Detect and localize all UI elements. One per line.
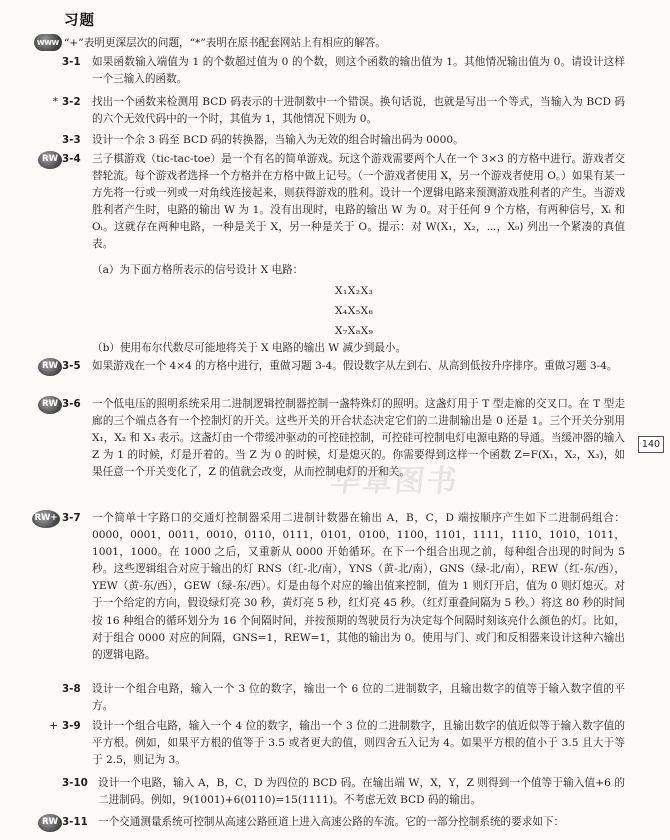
solution-mark: * (52, 96, 58, 108)
page-number: 140 (638, 436, 664, 453)
rw-badge-icon: RW (38, 814, 62, 832)
problem-text: 如果函数输入端值为 1 的个数超过值为 0 的个数，则这个函数的输出值为 1。其他情况输出值为 0。请设计这样一个三输入的函数。 (92, 56, 625, 86)
intro-text: “+”表明更深层次的问题，“*”表明在原书配套网站上有相应的解答。 (64, 37, 386, 49)
problem-3-4-part-a: （a）为下面方格所表示的信号设计 X 电路： (92, 264, 304, 276)
grid-row: X₇X₈X₉ (335, 325, 374, 337)
problem-number: 3-6 (62, 398, 81, 410)
problem-number: 3-4 (62, 153, 81, 165)
rw-badge-icon: RW (38, 151, 62, 169)
problem-number: 3-7 (62, 512, 81, 524)
rw-badge-icon: RW (38, 358, 62, 376)
problem-number: 3-2 (62, 96, 81, 108)
problem-text: 一个简单十字路口的交通灯控制器采用二进制计数器在输出 A，B，C，D 端按顺序产生如下二进制码组合：0000，0001，0011，0010，0110，0111，0101，0100，1100，1101，1111，1110，1010，1011，1001，1000。在 1000 之后，又重新从 0000 开始循环。在下一个组合出现之前，每种组合出现的时间为 5 秒。这些逻辑组合对应于输出的灯 RNS（红-北/南），YNS（黄-北/南），GNS（绿-北/南），REW（红-东/西），YEW（黄-东/西），GEW（绿-东/西）。灯是由每个对应的输出值来控制，值为 1 则灯开启，值为 0 则灯熄灭。对于一个给定的方向，假设绿灯亮 30 秒，黄灯亮 5 秒，红灯亮 45 秒。（红灯重叠间隔为 5 秒。）将这 80 秒的时间按 16 种组合的循环划分为 16 个间隔时间，并按预期的驾驶员行为决定每个间隔时刻该亮什么颜色的灯。比如，对于组合 0000 对应的间隔，GNS=1，REW=1，其他的输出为 0。使用与门、或门和反相器来设计这种六输出的逻辑电路。 (92, 512, 625, 661)
problem-number: 3-10 (62, 777, 88, 789)
www-badge-icon: WWW (34, 34, 62, 51)
problem-text: 设计一个组合电路，输入一个 4 位的数字，输出一个 3 位的二进制数字，且输出数字的值近似等于输入数字值的平方根。例如，如果平方根的值等于 3.5 或者更大的值，则四舍五入记为 4。如果平方根的值小于 3.5 且大于等于 2.5，则记为 3。 (92, 720, 625, 767)
problem-text: 设计一个电路，输入 A，B，C，D 为四位的 BCD 码。在输出端 W，X，Y，Z 则得到一个值等于输入值+6 的二进制码。例如，9(1001)+6(0110)=15(1111)。不考虑无效 BCD 码的输出。 (98, 777, 625, 807)
problem-number: 3-9 (62, 720, 81, 732)
problem-text: 三子棋游戏（tic-tac-toe）是一个有名的简单游戏。玩这个游戏需要两个人在一个 3×3 的方格中进行。游戏者交替轮流。每个游戏者选择一个方格并在方格中做上记号。（一个游戏者使用 X，另一个游戏者使用 O。）如果有某一方先将一行或一列或一对角线连接起来，则获得游戏的胜利。设计一个逻辑电路来预测游戏胜利者的产生。当游戏胜利者产生时，电路的输出 W 为 1。没有出现时，电路的输出 W 为 0。对于任何 9 个方格，有两种信号，Xᵢ 和 Oᵢ。这就存在两种电路，一种是关于 X，另一种是关于 O。提示：对 W(X₁，X₂，⋯，X₉) 列出一个紧凑的真值表。 (92, 153, 625, 251)
problem-number: 3-8 (62, 683, 81, 695)
problem-number: 3-3 (62, 134, 81, 146)
problem-text: 一个交通测量系统可控制从高速公路匝道上进入高速公路的车流。它的一部分控制系统的要求如下： (98, 816, 565, 828)
problem-text: 找出一个函数来检测用 BCD 码表示的十进制数中一个错误。换句话说，也就是写出一个等式，当输入为 BCD 码的六个无效代码中的一个时，其值为 1，其他情况下则为 0。 (92, 96, 625, 126)
intro-note (34, 34, 634, 52)
problem-number: 3-1 (62, 56, 81, 68)
grid-row: X₁X₂X₃ (335, 285, 374, 297)
problem-3-4-part-b: （b）使用布尔代数尽可能地将关于 X 电路的输出 W 减少到最小。 (92, 342, 407, 354)
problem-text: 如果游戏在一个 4×4 的方格中进行，重做习题 3-4。假设数字从左到右、从高到低按升序排序。重做习题 3-4。 (92, 360, 618, 372)
section-heading: 习题 (64, 13, 95, 29)
publisher-watermark: 华章图书 (328, 464, 461, 499)
problem-text: 设计一个组合电路，输入一个 3 位的数字，输出一个 6 位的二进制数字，且输出数字的值等于输入数字值的平方。 (92, 683, 625, 713)
signal-grid (335, 281, 373, 341)
problem-text: 一个低电压的照明系统采用二进制逻辑控制器控制一盏特殊灯的照明。这盏灯用于 T 型走廊的交叉口。在 T 型走廊的三个端点各有一个控制灯的开关。这些开关的开合状态决定它们的二进制输出是 0 还是 1。三个开关分别用 X₁，X₂ 和 X₃ 表示。这盏灯由一个带缓冲驱动的可控硅控制，可控硅可控制电灯电源电路的导通。当缓冲器的输入 Z 为 1 的时候，灯是开着的。当 Z 为 0 的时候，灯是熄灭的。你需要得到这样一个函数 Z=F(X₁，X₂，X₃)，如果任意一个开关变化了，Z 的值就会改变，从而控制电灯的开和关。 (92, 398, 625, 479)
problem-number: 3-5 (62, 360, 81, 372)
grid-row: X₄X₅X₆ (335, 305, 374, 317)
rw-plus-badge-icon: RW+ (32, 510, 60, 528)
problem-number: 3-11 (62, 816, 88, 828)
advanced-mark: + (49, 720, 58, 732)
problem-text: 设计一个余 3 码至 BCD 码的转换器，当输入为无效的组合时输出码为 0000。 (92, 134, 464, 146)
rw-badge-icon: RW (38, 396, 62, 414)
